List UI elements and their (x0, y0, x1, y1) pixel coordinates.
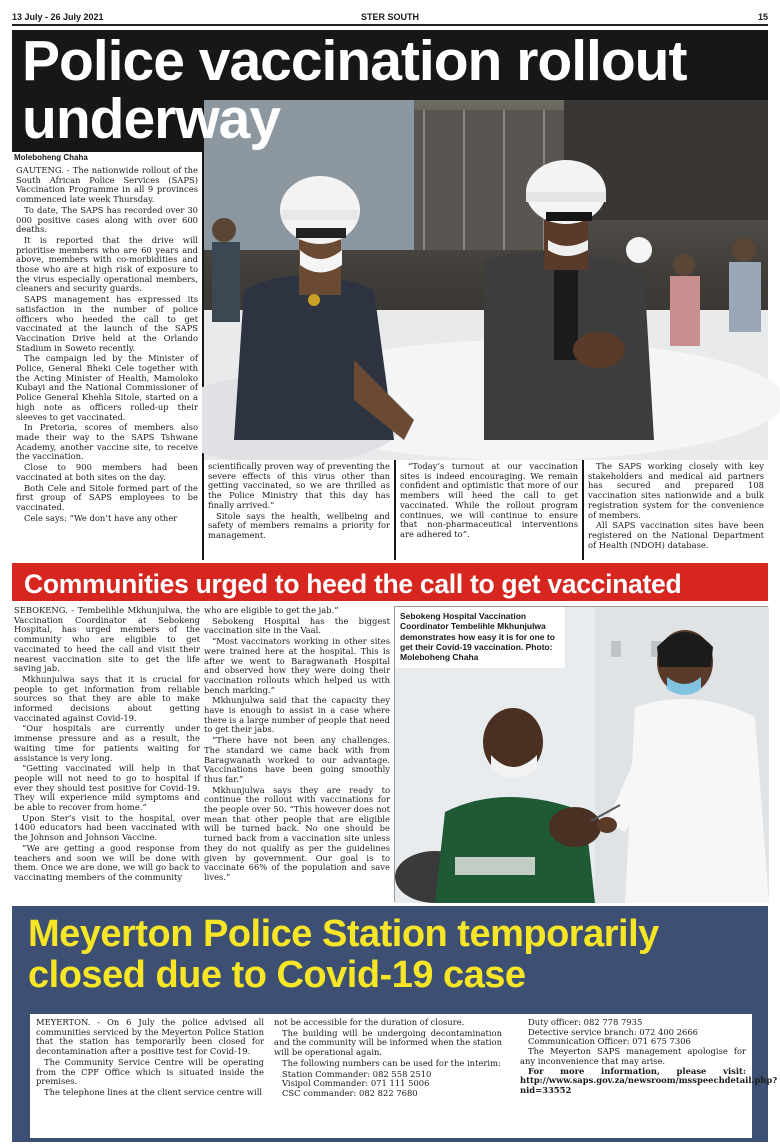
paragraph: GAUTENG. - The nationwide rollout of the South African Police Services (SAPS) Vaccination Programme in all 9 provinces commenced late week Thursday. (16, 165, 198, 205)
photo-caption: Sebokeng Hospital Vaccination Coordinator Tembelihle Mkhunjulwa demonstrates how easy it is for one to get their Covid-19 vaccination. Photo: Moleboheng Chaha (395, 607, 565, 668)
communities-story-headline: Communities urged to heed the call to get vaccinated (24, 569, 682, 599)
paragraph: “Our hospitals are currently under immense pressure and as a result, the waiting time for patients waiting for assistance is very long. (14, 723, 200, 763)
meyerton-story-headline: Meyerton Police Station temporarily closed due to Covid-19 case (28, 913, 659, 996)
more-info-link[interactable] (520, 1065, 778, 1096)
paragraph: The SAPS working closely with key stakeholders and medical aid partners has secured and prepared 108 vaccination sites nationwide and a bulk registration system for the convenience of members. (588, 461, 764, 520)
paragraph: It is reported that the drive will prioritise members who are 60 years and above, members with co-morbidities and those who are at high risk of exposure to the virus especially operational members, cleaners and security guards. (16, 234, 198, 294)
paragraph: “We are getting a good response from teachers and soon we will be done with them. Once we are done, we will go back to vaccinating members of the community (14, 842, 200, 882)
communities-story-column-1 (14, 606, 200, 902)
paragraph: “Most vaccinators working in other sites were trained here at the hospital. This is after we went to Baragwanath Hospital and observed how they were doing their vaccination rollouts which helped us with bench marking.” (204, 636, 390, 695)
police-story-headline: Police vaccination rollout underway (22, 29, 687, 151)
meyerton-story-column-1 (36, 1018, 264, 1136)
police-story-column-4 (584, 460, 768, 560)
paragraph: Close to 900 members had been vaccinated at both sites on the day. (16, 462, 198, 482)
paragraph: SAPS management has expressed its satisfaction in the number of police officers who heeded the call to get vaccinated at the launch of the SAPS Vaccination Drive held at the Orlando Stadium in Soweto recently. (16, 294, 198, 353)
paragraph: The telephone lines at the client service centre will (44, 1086, 263, 1097)
communities-story-column-2 (204, 606, 390, 902)
contact-line: Visipol Commander: 071 111 5006 (282, 1078, 430, 1089)
paragraph: Sebokeng Hospital has the biggest vaccination site in the Vaal. (204, 615, 390, 636)
paragraph: Both Cele and Sitole formed part of the first group of SAPS employees to be vaccinated. (16, 482, 198, 512)
paragraph: Mkhunjulwa says that it is crucial for people to get information from reliable sources so that they are able to make informed decisions about getting vaccinated against Covid-19. (14, 673, 200, 723)
contact-line: CSC commander: 082 822 7680 (282, 1087, 418, 1098)
meyerton-story-body (30, 1014, 778, 1138)
paragraph: “Getting vaccinated will help in that people will not need to go to hospital if ever they should test positive for Covid-19. They will experience mild symptoms and be able to recover from home.” (14, 763, 200, 813)
paragraph: All SAPS vaccination sites have been registered on the National Department of Health (NDOH) database. (588, 520, 764, 550)
more-info-text: For more information, please visit: http://www.saps.gov.za/newsroom/msspeechdetail.php?nid=33552 (520, 1065, 778, 1095)
police-story-column-1 (12, 164, 202, 560)
contact-line: Station Commander: 082 558 2510 (282, 1068, 432, 1079)
police-story-byline: Moleboheng Chaha (12, 152, 202, 164)
paragraph: “There have not been any challenges. The standard we came back with from Baragwanath worked to our advantage. Vaccinations have been going smoothly thus far.” (204, 735, 390, 784)
paragraph: In Pretoria, scores of members also made their way to the SAPS Tshwane Academy, another vaccine site, to receive the vaccination. (16, 422, 198, 462)
contact-line: Detective service branch: 072 400 2666 (528, 1026, 698, 1037)
vaccination-demo-photo (394, 606, 768, 902)
page-number: 15 (757, 12, 768, 22)
police-vaccination-photo (204, 100, 768, 460)
paragraph: Upon Ster’s visit to the hospital, over 1400 educators had been vaccinated with the Johnson and Johnson Vaccine. (14, 812, 200, 843)
meyerton-story-column-3 (520, 1017, 778, 1136)
police-story-column-3 (396, 460, 582, 560)
paragraph: SEBOKENG. - Tembelihle Mkhunjulwa, the Vaccination Coordinator at Sebokeng Hospital, has urged members of the community who are eligible to get vaccinated to heed the call and visit their nearest vaccination site to get the life saving jab. (14, 605, 200, 674)
paragraph: scientifically proven way of preventing the severe effects of this virus other than getting vaccinated, so we are thrilled as the Police Ministry that this day has finally arrived.” (208, 461, 390, 510)
officers-vaccination-illustration (204, 100, 768, 460)
paragraph: Cele says: “We don’t have any other (24, 512, 178, 523)
contact-line: Communication Officer: 071 675 7306 (528, 1036, 691, 1047)
paragraph: The building will be undergoing decontamination and the community will be informed when the station will be operational again. (274, 1027, 502, 1058)
paragraph: Sitole says the health, wellbeing and safety of members remains a priority for management. (208, 510, 390, 540)
meyerton-story-column-2 (274, 1018, 502, 1136)
paragraph: To date, The SAPS has recorded over 30 000 positive cases along with over 600 deaths. (16, 204, 198, 235)
communities-story-banner (12, 563, 768, 601)
story-meyerton-closure (12, 906, 778, 1142)
police-story-column-2 (204, 460, 394, 560)
paragraph: not be accessible for the duration of closure. (274, 1017, 465, 1027)
paragraph: MEYERTON. - On 6 July the police advised all communities serviced by the Meyerton Police Station that the station has temporarily been closed for decontamination after a positive test for Covid-19. (36, 1017, 264, 1057)
paper-name: STER SOUTH (360, 12, 419, 22)
paragraph: Mkhunjulwa says they are ready to continue the rollout with vaccinations for the people over 50. “This however does not mean that other people that are eligible will be turned back. No one should be turned back from a vaccination site unless they do not qualify as per the guidelines given by government. Our goal is to vaccinate 66% of the population and save lives.” (204, 784, 390, 882)
story-police-vaccination (12, 30, 768, 560)
issue-date: 13 July - 26 July 2021 (12, 12, 104, 22)
apology-text: The Meyerton SAPS management apologise for any inconvenience that may arise. (520, 1046, 746, 1066)
paragraph: The Community Service Centre will be operating from the CPF Office which is situated inside the premises. (36, 1056, 264, 1087)
paragraph: The following numbers can be used for the interim: (282, 1057, 501, 1068)
paragraph: who are eligible to get the jab.” (204, 605, 339, 615)
page-folio (12, 12, 768, 26)
paragraph: “Today’s turnout at our vaccination sites is indeed encouraging. We remain confident and optimistic that more of our members will heed the call to get vaccinated. While the rollout program continues, we will continue to ensure that non-pharmaceutical interventions are adhered to”. (400, 461, 578, 539)
contact-line: Duty officer: 082 778 7935 (528, 1017, 643, 1027)
paragraph: Mkhunjulwa said that the capacity they have is enough to assist in a case where there is a large number of people that need to get their jabs. (204, 695, 390, 735)
paragraph: The campaign led by the Minister of Police, General Bheki Cele together with the Acting Minister of Health, Mamoloko Kubayi and the National Commissioner of Police General Khehla Sitole, started on a high note as officers rolled-up their sleeves to get vaccinated. (16, 353, 198, 422)
